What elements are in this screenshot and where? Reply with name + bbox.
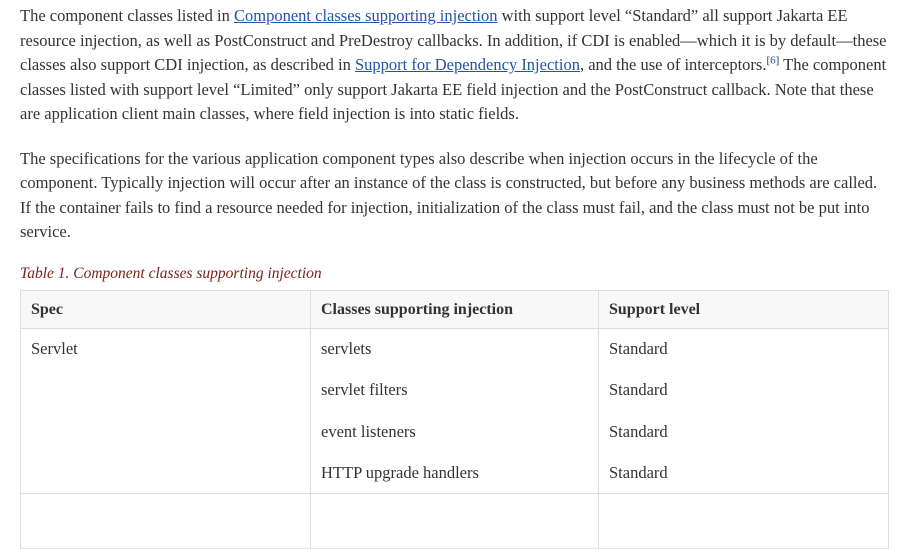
cell-empty (599, 493, 889, 548)
link-support-for-dependency-injection[interactable]: Support for Dependency Injection (354, 55, 580, 74)
cell-support-levels (599, 328, 889, 493)
support-level-value: Standard (609, 338, 668, 358)
support-level-value: Standard (609, 463, 668, 483)
support-level-value: Standard (609, 421, 668, 441)
table-row-partial (21, 493, 889, 548)
paragraph-text: The component classes listed with support level “Limited” only support Jakarta EE field injection and the PostConstruct callback. Note that these are application client main classes, where field injection is into static fields. (20, 55, 887, 123)
class-item: servlets (321, 338, 372, 358)
paragraph-lifecycle: The specifications for the various application component types also describe when injection occurs in the lifecycle of the component. Typically injection will occur after an instance of the class is constructed, but before any business methods are called. If the container fails to find a resource needed for injection, initialization of the class must fail, and the class must not be put into service. (20, 148, 878, 241)
cell-empty (311, 493, 599, 548)
spec-value: Servlet (31, 338, 78, 358)
table-row-servlet (21, 328, 889, 493)
class-item: event listeners (321, 421, 416, 441)
table-caption: Table 1. Component classes supporting injection (20, 264, 322, 282)
cell-empty (21, 493, 311, 548)
paragraph-text: , and the use of interceptors. (579, 55, 767, 74)
footnote-bracket-close: ] (775, 54, 780, 67)
cell-classes (311, 328, 599, 493)
column-header-support-level: Support level (599, 290, 889, 328)
component-classes-table (20, 290, 889, 549)
paragraph-injection-overview (20, 4, 888, 127)
footnote-bracket-open: [ (766, 54, 771, 67)
column-header-spec: Spec (21, 290, 311, 328)
cell-spec (21, 328, 311, 493)
link-component-classes-supporting-injection[interactable]: Component classes supporting injection (234, 6, 498, 25)
column-header-classes-supporting-injection: Classes supporting injection (311, 290, 599, 328)
footnote-link-6[interactable]: 6 (770, 54, 776, 67)
table-header-row (21, 290, 889, 328)
support-level-value: Standard (609, 380, 668, 400)
class-item: servlet filters (321, 380, 408, 400)
paragraph-text: with support level “Standard” all support Jakarta EE resource injection, as well as PostConstruct and PreDestroy callbacks. In addition, if CDI is enabled—which it is by default—these classes also support CDI injection, as described in (20, 6, 887, 74)
class-item: HTTP upgrade handlers (321, 463, 479, 483)
footnote-ref-6 (766, 55, 779, 67)
paragraph-text: The component classes listed in (20, 6, 234, 25)
